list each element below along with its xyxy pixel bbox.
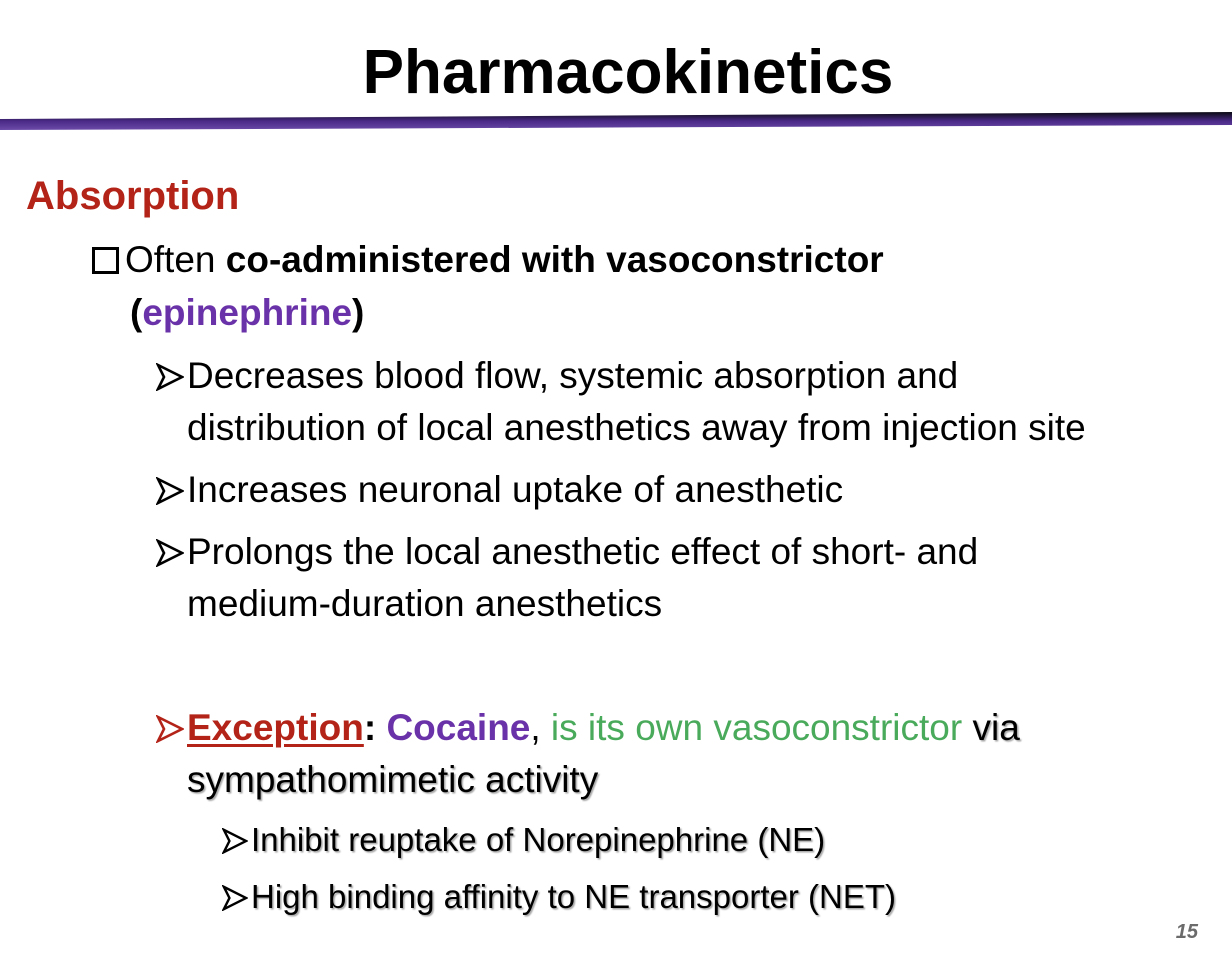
main-bullet-prefix: Often	[125, 239, 226, 280]
paren-open: (	[130, 292, 143, 333]
exception-continuation: sympathomimetic activity	[187, 759, 599, 800]
main-bullet	[92, 238, 884, 282]
exception-sub-item-1-text: Inhibit reuptake of Norepinephrine (NE)	[251, 821, 826, 858]
sub-bullet-1	[156, 354, 958, 398]
section-heading: Absorption	[26, 174, 240, 218]
sub-bullet-3	[156, 530, 978, 574]
exception-sub-item-1	[222, 820, 825, 860]
arrow-bullet-icon	[156, 539, 184, 567]
arrow-bullet-icon	[222, 828, 248, 854]
slide-title: Pharmacokinetics	[362, 38, 894, 107]
paren-close: )	[352, 292, 365, 333]
arrow-bullet-icon	[156, 477, 184, 505]
main-bullet-bold: co-administered with vasoconstrictor	[225, 239, 884, 280]
exception-label: Exception	[187, 707, 364, 748]
sub-bullet-3-line1: Prolongs the local anesthetic effect of short- and	[187, 531, 979, 572]
sub-bullet-2	[156, 468, 843, 512]
exception-colon: :	[363, 707, 387, 748]
exception-via: via	[972, 707, 1020, 748]
arrow-bullet-icon	[222, 885, 248, 911]
sub-bullet-3-continuation: medium-duration anesthetics	[187, 583, 663, 624]
page-number: 15	[1175, 921, 1198, 943]
main-bullet-continuation	[130, 291, 364, 335]
sub-bullet-1-line1: Decreases blood flow, systemic absorption and	[187, 355, 959, 396]
epinephrine-text: epinephrine	[142, 292, 353, 333]
exception-bullet	[156, 706, 1020, 750]
checkbox-bullet-icon	[92, 247, 119, 274]
exception-comma: ,	[530, 707, 541, 748]
sub-bullet-1-continuation: distribution of local anesthetics away from injection site	[187, 407, 1086, 448]
cocaine-text: Cocaine	[386, 707, 531, 748]
arrow-bullet-icon	[156, 363, 184, 391]
exception-green-text: is its own vasoconstrictor	[540, 707, 973, 748]
arrow-bullet-icon-red	[156, 715, 184, 743]
exception-sub-item-2	[222, 877, 896, 917]
sub-bullet-2-line1: Increases neuronal uptake of anesthetic	[187, 469, 844, 510]
title-rule	[0, 110, 1232, 132]
exception-sub-item-2-text: High binding affinity to NE transporter (NET)	[251, 878, 896, 915]
